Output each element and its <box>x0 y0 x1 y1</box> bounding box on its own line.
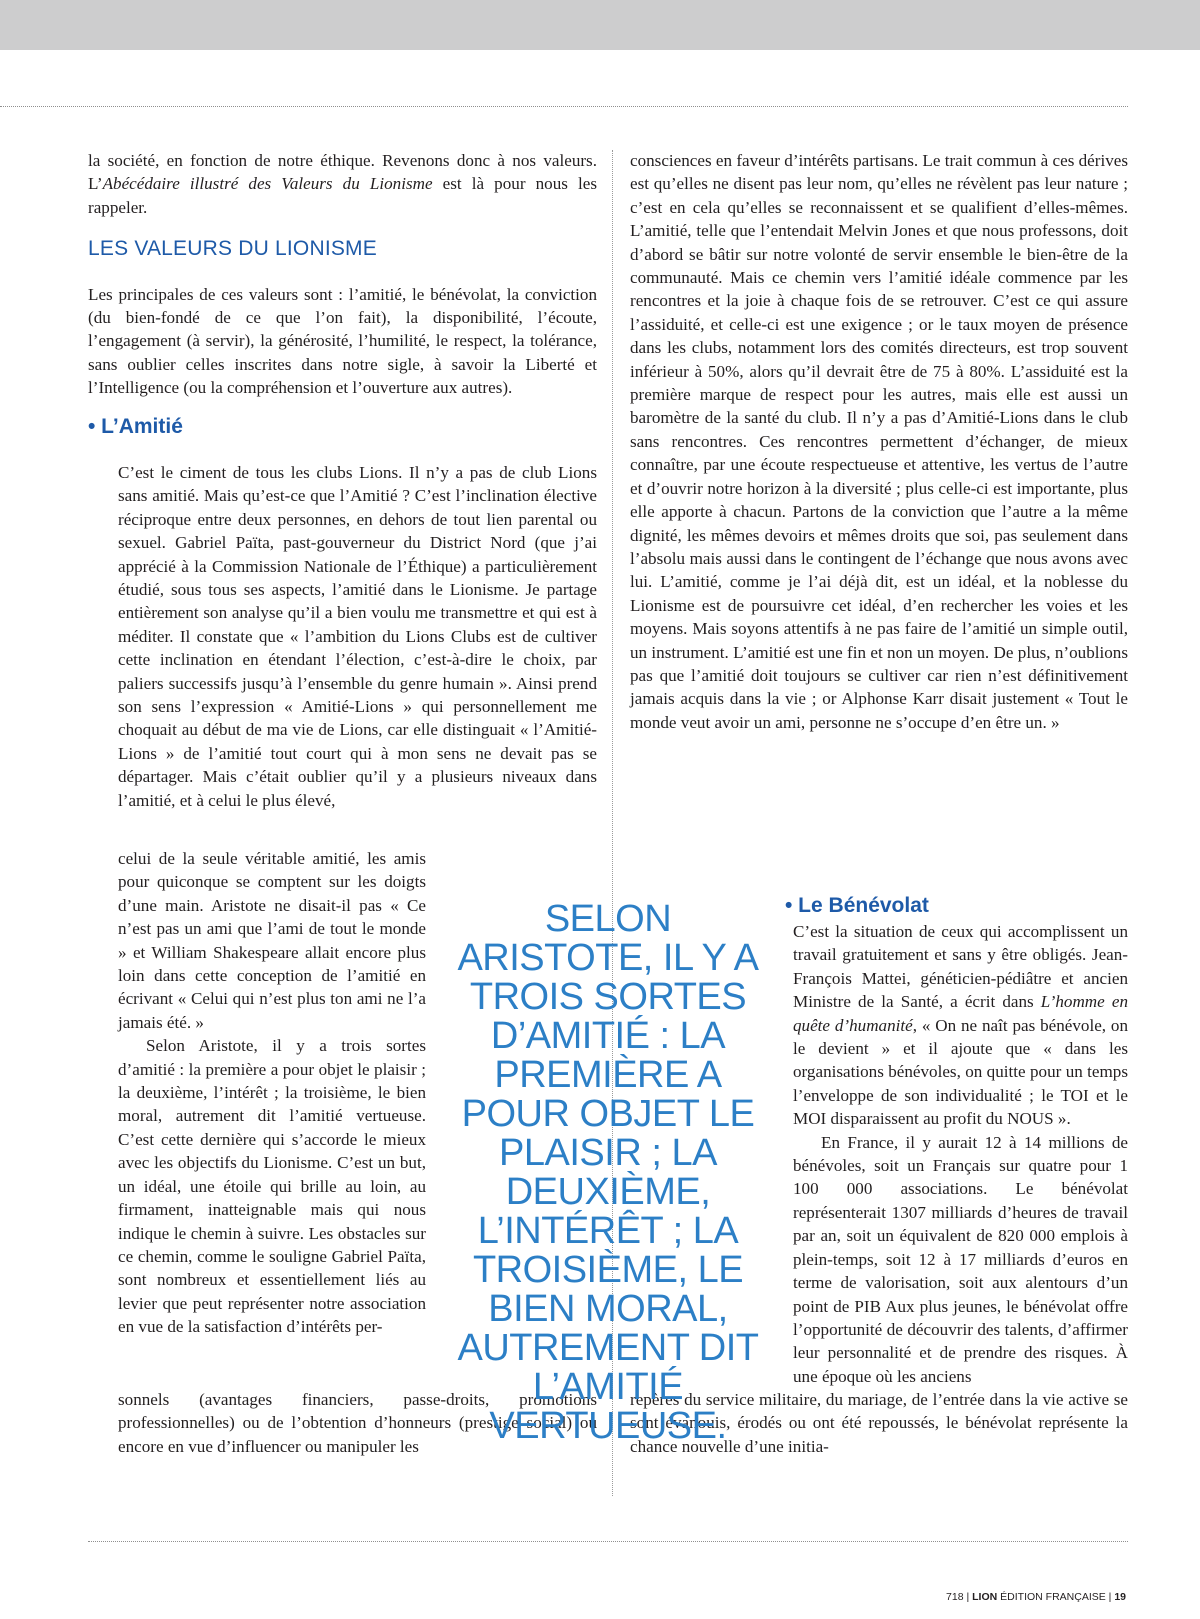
page-folio: 718 | LION ÉDITION FRANÇAISE | 19 <box>946 1591 1126 1603</box>
benevolat-stats-paragraph: En France, il y aurait 12 à 14 millions de bénévoles, soit un Français sur quatre pour 1 100 000 associations. Le bénévolat représenterait 1307 milliards d’heures de travail par an, soit un équivalent de 820 000 emplois à plein-temps, soit 12 à 17 milliards d’euros en terme de valorisation, soit aux alentours d’un point de PIB Aux plus jeunes, le bénévolat offre l’opportunité de découvrir des talents, d’affirmer leur personnalité et de prendre des risques. À une époque où les anciens <box>793 1132 1128 1386</box>
page-number: 19 <box>1114 1591 1126 1603</box>
section-title: LES VALEURS DU LIONISME <box>88 237 377 261</box>
top-dotted-rule <box>0 106 1128 107</box>
amitie-paragraph-cont: celui de la seule véritable amitié, les amis pour quiconque se comptent sur les doigts d’une main. Aristote ne disait-il pas « Ce n’est pas un ami que l’ami de tout le monde » et William Shakespeare allait encore plus loin dans cette conception de l’amitié en écrivant « Celui qui n’est plus ton ami ne l’a jamais été. » <box>118 849 426 1032</box>
benevolat-heading: • Le Bénévolat <box>785 894 929 917</box>
header-bar <box>0 0 1200 50</box>
aristote-paragraph-cont: sonnels (avantages financiers, passe-droits, promotions professionnelles) ou de l’obtention d’honneurs (prestige social) ou encore en vue d’influencer ou manipuler les <box>118 1390 597 1456</box>
values-paragraph: Les principales de ces valeurs sont : l’amitié, le bénévolat, la conviction (du bien-fondé de ce que l’on fait), la disponibilité, l’écoute, l’engagement (à servir), la générosité, l’humilité, le respect, la tolérance, sans oublier celles inscrites dans notre sigle, à savoir la Liberté et l’Intelligence (ou la compréhension et l’ouverture aux autres). <box>88 284 597 398</box>
amitie-text-wide <box>118 461 597 812</box>
amitie-heading: • L’Amitié <box>88 414 183 438</box>
benevolat-section <box>785 893 1128 1388</box>
amitie-text-narrow <box>118 847 426 1339</box>
benevolat-stats-paragraph-cont: repères du service militaire, du mariage, de l’entrée dans la vie active se sont évanouis, érodés ou ont été repoussés, le bénévolat représente la chance nouvelle d’une initia- <box>630 1390 1128 1456</box>
right-column <box>630 149 1128 734</box>
amitie-paragraph: C’est le ciment de tous les clubs Lions. Il n’y a pas de club Lions sans amitié. Mais qu’est-ce que l’Amitié ? C’est l’inclination élective réciproque entre deux personnes, en dehors de tout lien parental ou sexuel. Gabriel Païta, past-gouverneur du District Nord (que j’ai apprécié à la Commission Nationale de l’Éthique) a particulièrement étudié, sous tous ses aspects, l’amitié dans le Lionisme. Je partage entièrement son analyse qu’il a bien voulu me transmettre et qui est à méditer. Il constate que « l’ambition du Lions Clubs est de cultiver cette inclination en étendant l’élection, c’est-à-dire le choix, par paliers successifs jusqu’à l’ensemble du genre humain ». Ainsi prend son sens l’expression « Amitié-Lions » qui personnellement me choquait au début de ma vie de Lions, car elle distinguait « l’Amitié-Lions » de l’amitié tout court qui à mon sens ne devait pas se départager. Mais c’était oublier qu’il y a plusieurs niveaux dans l’amitié, et à celui le plus élevé, <box>118 463 597 810</box>
mattei-book-title: L’homme en quête d’humanité <box>793 992 1128 1035</box>
aristote-paragraph: Selon Aristote, il y a trois sortes d’amitié : la première a pour objet le plaisir ; la deuxième, l’intérêt ; la troisième, le bien moral, autrement dit l’amitié vertueuse. C’est cette dernière qui s’accorde le mieux avec les objectifs du Lionisme. C’est un but, un idéal, une étoile qui brille au loin, au firmament, inatteignable mais qui nous indique le chemin à suivre. Les obstacles sur ce chemin, comme le souligne Gabriel Païta, sont nombreux et essentiellement liés au levier que peut représenter notre association en vue de la satisfaction d’intérêts per- <box>118 1036 426 1337</box>
bottom-dotted-rule <box>88 1541 1128 1542</box>
left-column <box>88 149 597 440</box>
book-title: Abécédaire illustré des Valeurs du Lionisme <box>102 174 433 194</box>
intro-paragraph: la société, en fonction de notre éthique. Revenons donc à nos valeurs. L’Abécédaire illustré des Valeurs du Lionisme est là pour nous les rappeler. <box>88 151 598 217</box>
consciences-paragraph: consciences en faveur d’intérêts partisans. Le trait commun à ces dérives est qu’elles ne disent pas leur nom, qu’elles ne révèlent pas leur nature ; c’est en cela qu’elles se reconnaissent et se qualifient d’elles-mêmes. L’amitié, telle que l’entendait Melvin Jones et que nous professons, doit d’abord se bâtir sur notre volonté de servir ensemble le bien-être de la communauté. Mais ce chemin vers l’amitié idéale commence par les rencontres et la joie à chaque fois de se retrouver. C’est ce qui assure l’assiduité, et celle-ci est une exigence ; or le taux moyen de présence dans les clubs, notamment lors des comités directeurs, est trop souvent inférieur à 50%, alors qu’il devrait être de 75 à 80%. L’assiduité est la première marque de respect pour les autres, mais elle est aussi un baromètre de la santé du club. Il n’y a pas d’Amitié-Lions dans le club sans rencontres. Ces rencontres permettent d’échanger, de mieux connaître, par une écoute respectueuse et attentive, les vertus de l’autre et d’ouvrir notre horizon à la diversité ; plus celle-ci est importante, plus elle apporte à chacun. Partons de la conviction que l’autre a la même dignité, les mêmes devoirs et mêmes droits que soi, pas seulement dans l’absolu mais aussi dans le contingent de l’échange que nous avons avec lui. L’amitié, comme je l’ai déjà dit, est un idéal, et la noblesse du Lionisme est de poursuivre cet idéal, d’en rechercher les voies et les moyens. Mais soyons attentifs à ne pas faire de l’amitié un simple outil, un instrument. L’amitié est une fin et non un moyen. De plus, n’oublions pas que l’amitié doit toujours se cultiver car rien n’est définitivement jamais acquis dans la vie ; or Alphonse Karr disait justement « Tout le monde veut avoir un ami, personne ne s’occupe d’en être un. » <box>630 151 1128 732</box>
benevolat-paragraph: C’est la situation de ceux qui accomplissent un travail gratuitement et sans y être obligés. Jean-François Mattei, généticien-pédiâtre et ancien Ministre de la Santé, a écrit dans L’homme en quête d’humanité, « On ne naît pas bénévole, on le devient » et il ajoute que « dans les organisations bénévoles, on quitte pour un temps l’enveloppe de son individualité ; le TOI et le MOI disparaissent au profit du NOUS ». <box>793 922 1128 1129</box>
pull-quote: SELON ARISTOTE, IL Y A TROIS SORTES D’AMITIÉ : LA PREMIÈRE A POUR OBJET LE PLAISIR ; LA DEUXIÈME, L’INTÉRÊT ; LA TROISIÈME, LE BIEN MORAL, AUTREMENT DIT L’AMITIÉ VERTUEUSE. <box>457 898 759 1447</box>
magazine-brand: LION <box>972 1591 998 1603</box>
